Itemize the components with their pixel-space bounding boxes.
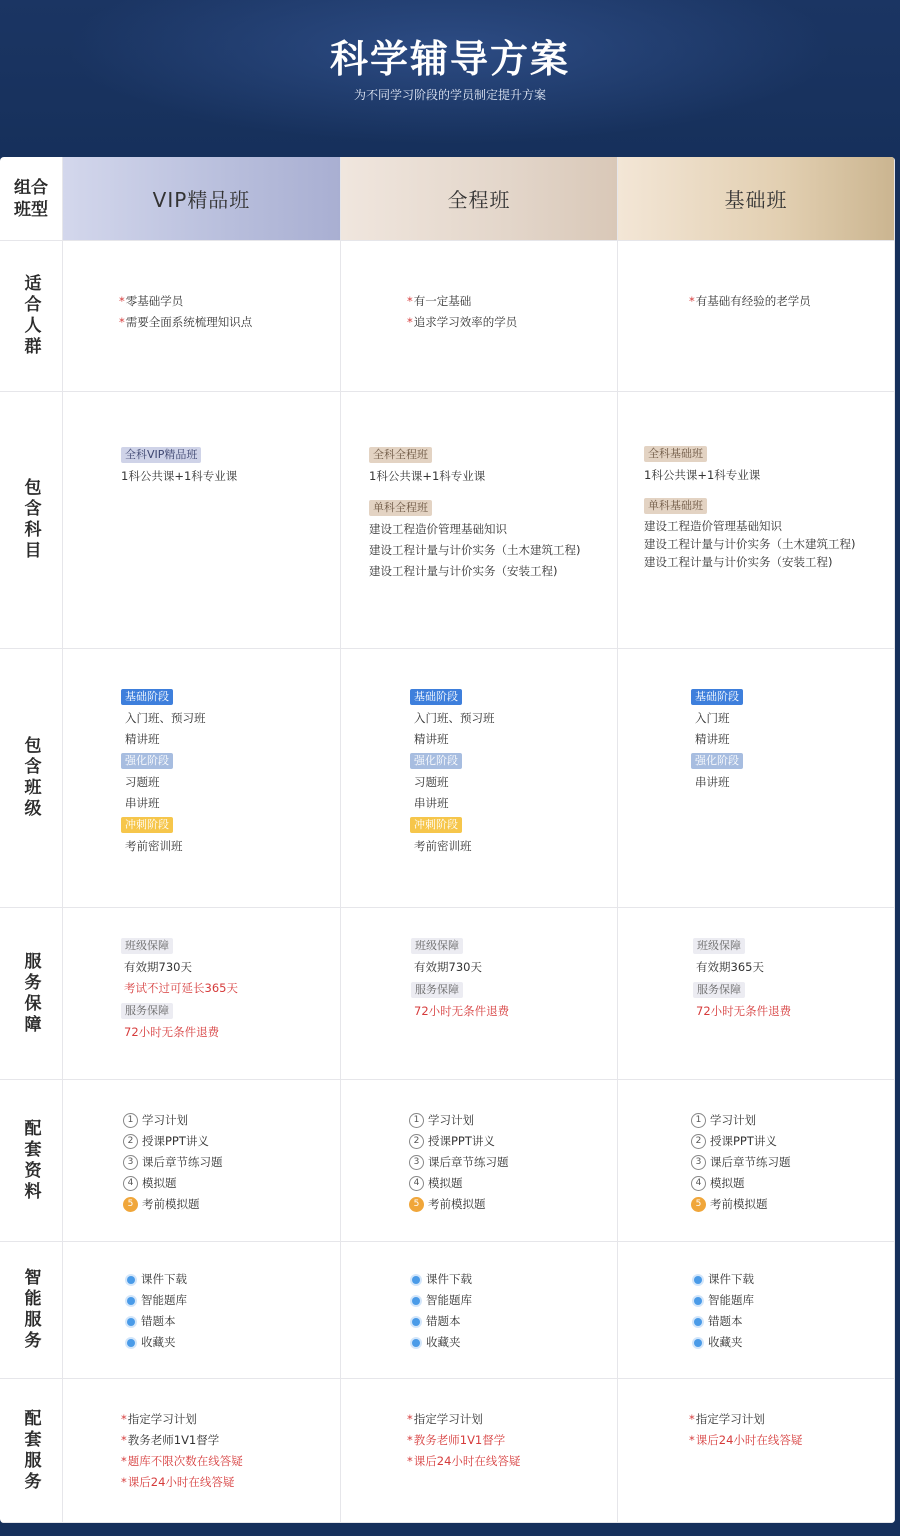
stage-tag-intensive: 强化阶段 <box>691 753 743 769</box>
subjects-vip <box>121 444 237 487</box>
label-smart: 智能服务 <box>0 1242 63 1379</box>
page-subtitle: 为不同学习阶段的学员制定提升方案 <box>353 88 546 102</box>
list-item: 建设工程造价管理基础知识 <box>369 522 507 536</box>
list-item: 课件下载 <box>694 1269 754 1290</box>
list-item: 收藏夹 <box>694 1332 754 1353</box>
list-item: 精讲班 <box>695 732 730 746</box>
list-item: 3 课后章节练习题 <box>123 1152 223 1173</box>
list-item: 2 授课PPT讲义 <box>409 1131 509 1152</box>
list-item: 串讲班 <box>414 796 449 810</box>
list-item: 3 课后章节练习题 <box>409 1152 509 1173</box>
stage-tag-basic: 基础阶段 <box>691 689 743 705</box>
footer-strip <box>0 1524 900 1536</box>
list-item: 建设工程造价管理基础知识 <box>644 519 782 533</box>
list-item: 建设工程计量与计价实务（土木建筑工程) <box>369 543 581 557</box>
service-tag: 班级保障 <box>121 938 173 954</box>
list-item: 入门班、预习班 <box>125 711 206 725</box>
hero-banner <box>0 0 900 160</box>
stage-tag-basic: 基础阶段 <box>121 689 173 705</box>
list-item: *指定学习计划 <box>121 1412 197 1426</box>
suitable-full <box>407 291 517 333</box>
list-item: 4 模拟题 <box>691 1173 791 1194</box>
list-item: 错题本 <box>127 1311 187 1332</box>
list-item: 课件下载 <box>412 1269 472 1290</box>
list-item: 串讲班 <box>695 775 730 789</box>
list-item: 入门班 <box>695 711 730 725</box>
list-item: 72小时无条件退费 <box>414 1004 510 1018</box>
list-item: 错题本 <box>412 1311 472 1332</box>
label-service: 服务保障 <box>0 908 63 1080</box>
service-tag: 服务保障 <box>411 982 463 998</box>
list-item: 串讲班 <box>125 796 160 810</box>
list-item: 考前密训班 <box>125 839 183 853</box>
support-vip <box>121 1409 243 1493</box>
list-item: 建设工程计量与计价实务（土木建筑工程) <box>644 537 856 551</box>
list-item: *有基础有经验的老学员 <box>689 294 811 308</box>
materials-full <box>409 1110 509 1215</box>
subject-tag: 全科VIP精品班 <box>121 447 201 463</box>
stage-tag-intensive: 强化阶段 <box>121 753 173 769</box>
subject-tag: 全科基础班 <box>644 446 707 462</box>
list-item: *教务老师1V1督学 <box>121 1433 220 1447</box>
list-item: 智能题库 <box>694 1290 754 1311</box>
service-full <box>411 935 509 1022</box>
list-item: 1 学习计划 <box>409 1110 509 1131</box>
subjects-basic <box>644 444 855 571</box>
list-item: *需要全面系统梳理知识点 <box>119 315 253 329</box>
list-item: 1科公共课+1科专业课 <box>121 469 238 483</box>
list-item: 建设工程计量与计价实务（安装工程) <box>369 564 558 578</box>
subjects-full <box>369 444 580 582</box>
list-item: 建设工程计量与计价实务（安装工程) <box>644 555 833 569</box>
label-combo-line1: 组合 <box>14 177 48 198</box>
list-item: *教务老师1V1督学 <box>407 1433 506 1447</box>
smart-vip <box>127 1269 187 1353</box>
page-title: 科学辅导方案 <box>329 37 570 81</box>
support-basic <box>689 1409 802 1451</box>
list-item: *课后24小时在线答疑 <box>121 1475 235 1489</box>
list-item: 2 授课PPT讲义 <box>691 1131 791 1152</box>
list-item: 1科公共课+1科专业课 <box>369 469 486 483</box>
list-item: *零基础学员 <box>119 294 184 308</box>
column-header-vip[interactable]: VIP精品班 <box>63 157 341 241</box>
materials-basic <box>691 1110 791 1215</box>
smart-basic <box>694 1269 754 1353</box>
list-item: *追求学习效率的学员 <box>407 315 518 329</box>
list-item: 有效期730天 <box>414 960 482 974</box>
label-suitable: 适合人群 <box>0 241 63 392</box>
list-item: 考试不过可延长365天 <box>124 981 238 995</box>
list-item: 3 课后章节练习题 <box>691 1152 791 1173</box>
list-item: *课后24小时在线答疑 <box>689 1433 803 1447</box>
list-item: 2 授课PPT讲义 <box>123 1131 223 1152</box>
list-item: 72小时无条件退费 <box>696 1004 792 1018</box>
list-item: 1科公共课+1科专业课 <box>644 468 761 482</box>
list-item: 习题班 <box>125 775 160 789</box>
label-combo-line2: 班型 <box>14 199 48 220</box>
column-header-full[interactable]: 全程班 <box>341 157 618 241</box>
column-header-basic[interactable]: 基础班 <box>618 157 895 241</box>
list-item: 课件下载 <box>127 1269 187 1290</box>
label-classes: 包含班级 <box>0 649 63 908</box>
list-item: 智能题库 <box>127 1290 187 1311</box>
stage-tag-intensive: 强化阶段 <box>410 753 462 769</box>
list-item: *题库不限次数在线答疑 <box>121 1454 243 1468</box>
list-item: 考前密训班 <box>414 839 472 853</box>
subject-tag: 单科全程班 <box>369 500 432 516</box>
list-item: 5 考前模拟题 <box>123 1194 223 1215</box>
list-item: *有一定基础 <box>407 294 472 308</box>
stage-tag-basic: 基础阶段 <box>410 689 462 705</box>
list-item: 4 模拟题 <box>409 1173 509 1194</box>
list-item: 5 考前模拟题 <box>691 1194 791 1215</box>
list-item: 精讲班 <box>125 732 160 746</box>
service-tag: 服务保障 <box>693 982 745 998</box>
list-item: 精讲班 <box>414 732 449 746</box>
service-basic <box>693 935 791 1022</box>
list-item: 收藏夹 <box>412 1332 472 1353</box>
list-item: *指定学习计划 <box>689 1412 765 1426</box>
service-tag: 服务保障 <box>121 1003 173 1019</box>
suitable-basic <box>689 291 811 312</box>
label-materials: 配套资料 <box>0 1080 63 1242</box>
classes-basic <box>691 686 743 793</box>
list-item: 4 模拟题 <box>123 1173 223 1194</box>
subject-tag: 全科全程班 <box>369 447 432 463</box>
list-item: 习题班 <box>414 775 449 789</box>
service-vip <box>121 935 238 1043</box>
list-item: 有效期730天 <box>124 960 192 974</box>
list-item: 1 学习计划 <box>691 1110 791 1131</box>
subject-tag: 单科基础班 <box>644 498 707 514</box>
service-tag: 班级保障 <box>411 938 463 954</box>
label-support: 配套服务 <box>0 1379 63 1523</box>
list-item: 有效期365天 <box>696 960 764 974</box>
label-subjects: 包含科目 <box>0 392 63 649</box>
suitable-vip <box>119 291 252 333</box>
list-item: 5 考前模拟题 <box>409 1194 509 1215</box>
support-full <box>407 1409 520 1472</box>
materials-vip <box>123 1110 223 1215</box>
smart-full <box>412 1269 472 1353</box>
service-tag: 班级保障 <box>693 938 745 954</box>
stage-tag-sprint: 冲刺阶段 <box>410 817 462 833</box>
comparison-table <box>0 157 895 1523</box>
classes-vip <box>121 686 206 857</box>
list-item: 错题本 <box>694 1311 754 1332</box>
list-item: *指定学习计划 <box>407 1412 483 1426</box>
list-item: *课后24小时在线答疑 <box>407 1454 521 1468</box>
list-item: 72小时无条件退费 <box>124 1025 220 1039</box>
list-item: 智能题库 <box>412 1290 472 1311</box>
list-item: 1 学习计划 <box>123 1110 223 1131</box>
list-item: 入门班、预习班 <box>414 711 495 725</box>
label-combo <box>0 157 63 241</box>
list-item: 收藏夹 <box>127 1332 187 1353</box>
classes-full <box>410 686 495 857</box>
stage-tag-sprint: 冲刺阶段 <box>121 817 173 833</box>
